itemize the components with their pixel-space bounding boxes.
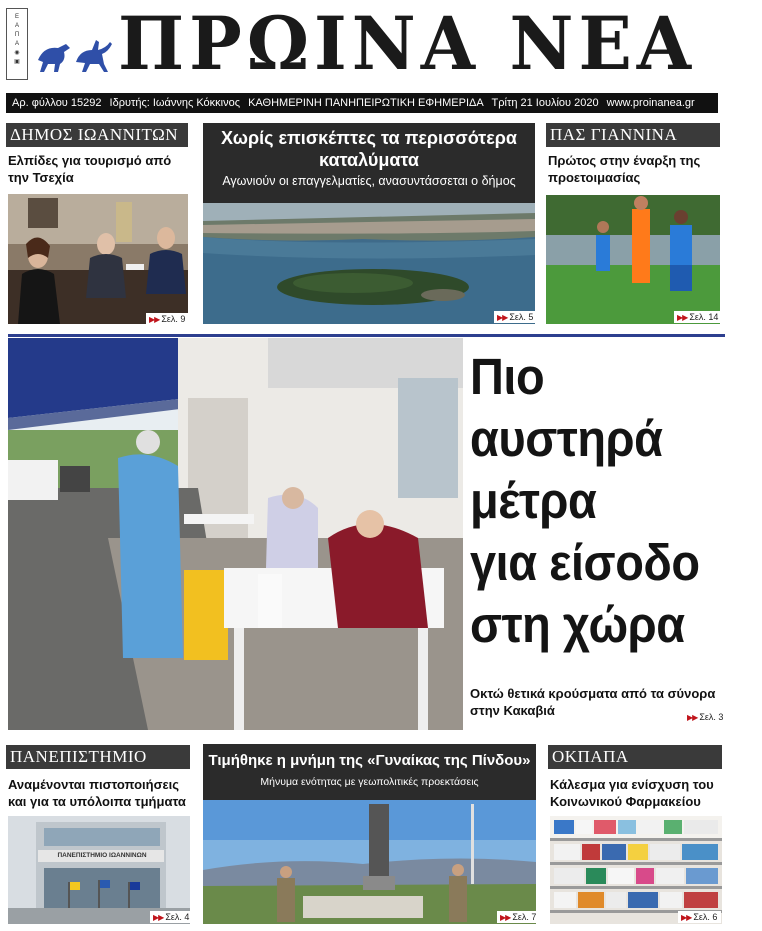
masthead [0, 0, 762, 92]
section-header-pas: ΠΑΣ ΓΙΑΝΝΙΝΑ [546, 123, 720, 147]
photo-football-training [546, 195, 720, 324]
page-arrow-icon: ▶▶ [149, 315, 160, 324]
page-ref-5[interactable]: ▶▶ Σελ. 5 [494, 311, 537, 323]
story-accommodation-header [203, 123, 535, 203]
section-header-university: ΠΑΝΕΠΙΣΤΗΜΙΟ [6, 745, 190, 769]
photo-border-testing [8, 338, 463, 730]
page-arrow-icon: ▶▶ [681, 913, 692, 922]
page-arrow-icon: ▶▶ [500, 913, 511, 922]
headline-tourism-czech[interactable]: Ελπίδες για τουρισμό από την Τσεχία [8, 153, 172, 185]
university-sign: ΠΑΝΕΠΙΣΤΗΜΙΟ ΙΩΑΝΝΙΝΩΝ [57, 852, 147, 859]
website-link[interactable]: www.proinanea.gr [606, 97, 695, 109]
publisher-seal: Ε Α Π Α ◉ ▣ [6, 8, 28, 80]
subhead-accommodation: Αγωνιούν οι επαγγελματίες, ανασυντάσσεται ο δήμος [222, 174, 516, 188]
founder: Ιδρυτής: Ιωάννης Κόκκινος [109, 97, 241, 109]
issue-number: Αρ. φύλλου 15292 [12, 97, 102, 109]
main-headline-line: μέτρα [470, 472, 597, 529]
story-pindos-header [203, 744, 536, 800]
page-ref-7[interactable]: ▶▶ Σελ. 7 [497, 911, 540, 923]
headline-preparation[interactable]: Πρώτος στην έναρξη της προετοιμασίας [548, 153, 701, 185]
subhead-pindos: Μήνυμα ενότητας με γεωπολιτικές προεκτάσεις [260, 776, 479, 788]
newspaper-title: ΠΡΩΙΝΑ ΝΕΑ [118, 0, 697, 88]
info-bar [6, 93, 718, 113]
main-headline[interactable] [470, 346, 706, 656]
photo-university-building [8, 816, 190, 924]
page-arrow-icon: ▶▶ [677, 313, 688, 322]
headline-pindos[interactable]: Τιμήθηκε η μνήμη της «Γυναίκας της Πίνδου» [208, 752, 531, 769]
page-arrow-icon: ▶▶ [153, 913, 164, 922]
photo-lake-island [203, 203, 535, 324]
tagline: ΚΑΘΗΜΕΡΙΝΗ ΠΑΝΗΠΕΙΡΩΤΙΚΗ ΕΦΗΜΕΡΙΔΑ [248, 97, 484, 109]
page-ref-6[interactable]: ▶▶ Σελ. 6 [678, 911, 721, 923]
main-headline-line: Πιο [470, 348, 545, 405]
page-ref-14[interactable]: ▶▶ Σελ. 14 [674, 311, 722, 323]
page-ref-3[interactable]: ▶▶ Σελ. 3 [684, 711, 727, 723]
goat-and-dog-logo [36, 34, 116, 76]
section-header-okpapa: ΟΚΠΑΠΑ [548, 745, 722, 769]
page-ref-9[interactable]: ▶▶ Σελ. 9 [146, 313, 189, 325]
photo-memorial-ceremony [203, 800, 536, 924]
page-arrow-icon: ▶▶ [497, 313, 508, 322]
headline-accommodation[interactable]: Χωρίς επισκέπτες τα περισσότερα καταλύματα [221, 128, 517, 170]
main-headline-line: στη χώρα [470, 596, 685, 653]
main-headline-line: για είσοδο [470, 534, 700, 591]
headline-certifications[interactable]: Αναμένονται πιστοποιήσεις και για τα υπόλοιπα τμήματα [8, 777, 186, 809]
photo-pharmacy-shelves [550, 816, 722, 924]
headline-pharmacy[interactable]: Κάλεσμα για ενίσχυση του Κοινωνικού Φαρμακείου [550, 777, 714, 809]
main-subhead: Οκτώ θετικά κρούσματα από τα σύνορα στην Κακαβιά [470, 686, 716, 718]
issue-date: Τρίτη 21 Ιουλίου 2020 [491, 97, 599, 109]
section-header-dimos: ΔΗΜΟΣ ΙΩΑΝΝΙΤΩΝ [6, 123, 188, 147]
page-ref-4[interactable]: ▶▶ Σελ. 4 [150, 911, 193, 923]
main-story-rule [8, 334, 725, 337]
photo-meeting [8, 194, 188, 324]
main-headline-line: αυστηρά [470, 410, 663, 467]
page-arrow-icon: ▶▶ [687, 713, 698, 722]
